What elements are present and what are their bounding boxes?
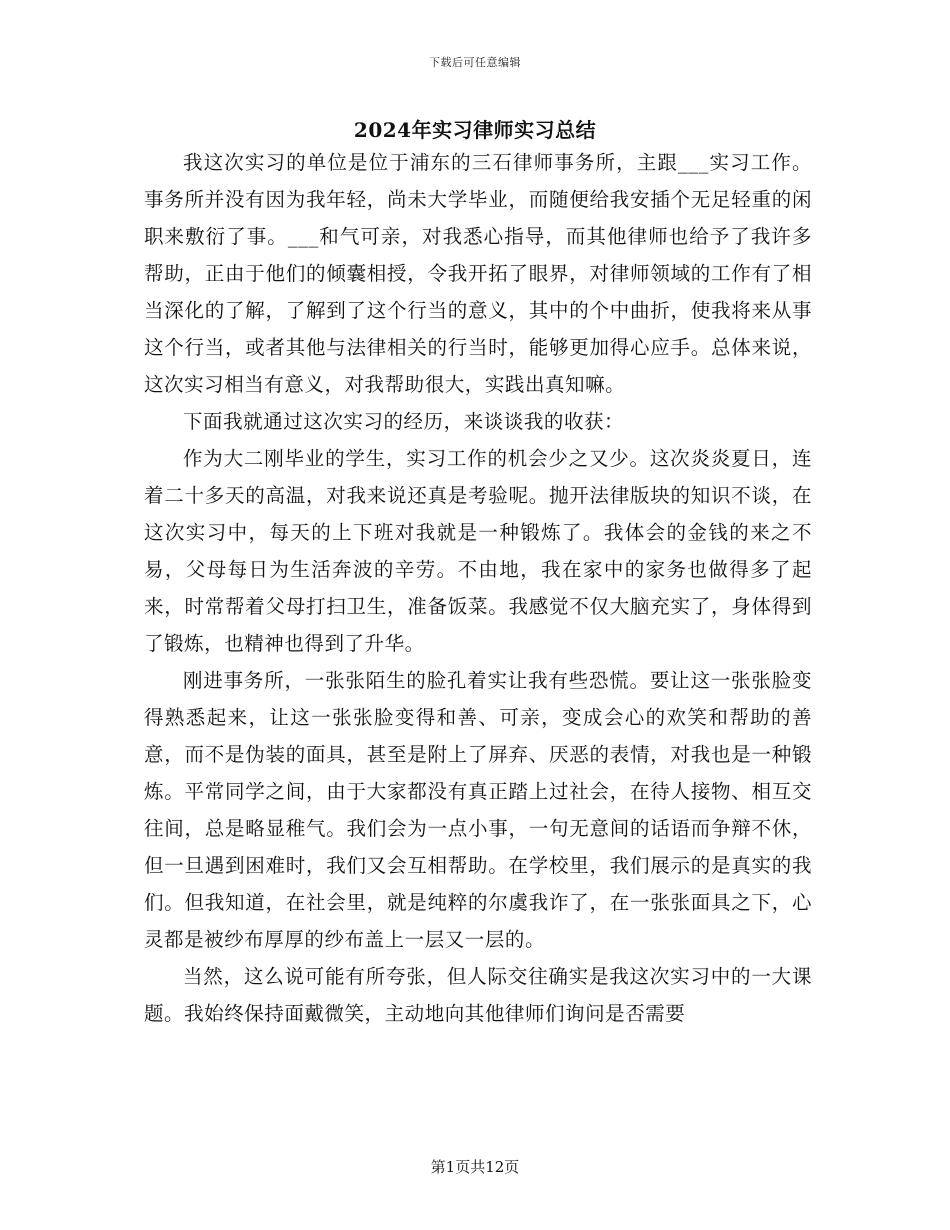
- page-footer: 第1页共12页: [430, 1158, 520, 1176]
- paragraph-5: 当然，这么说可能有所夸张，但人际交往确实是我这次实习中的一大课题。我始终保持面戴微笑，主动地向其他律师们询问是否需要: [144, 965, 812, 1025]
- document-title: 2024年实习律师实习总结: [353, 118, 597, 142]
- paragraph-1: 我这次实习的单位是位于浦东的三石律师事务所，主跟___实习工作。事务所并没有因为我年轻，尚未大学毕业，而随便给我安插个无足轻重的闲职来敷衍了事。___和气可亲，对我悉心指导，而其他律师也给予了我许多帮助，正由于他们的倾囊相授，令我开拓了眼界，对律师领域的工作有了相当深化的了解，了解到了这个行当的意义，其中的个中曲折，使我将来从事这个行当，或者其他与法律相关的行当时，能够更加得心应手。总体来说，这次实习相当有意义，对我帮助很大，实践出真知嘛。: [144, 151, 812, 396]
- header-note: 下载后可任意编辑: [429, 56, 521, 69]
- document-body: [144, 144, 812, 1032]
- paragraph-3: 作为大二刚毕业的学生，实习工作的机会少之又少。这次炎炎夏日，连着二十多天的高温，对我来说还真是考验呢。抛开法律版块的知识不谈，在这次实习中，每天的上下班对我就是一种锻炼了。我体会的金钱的来之不易，父母每日为生活奔波的辛劳。不由地，我在家中的家务也做得多了起来，时常帮着父母打扫卫生，准备饭菜。我感觉不仅大脑充实了，身体得到了锻炼，也精神也得到了升华。: [144, 447, 812, 655]
- paragraph-2: 下面我就通过这次实习的经历，来谈谈我的收获：: [183, 410, 625, 433]
- paragraph-4: 刚进事务所，一张张陌生的脸孔着实让我有些恐慌。要让这一张张脸变得熟悉起来，让这一张张脸变得和善、可亲，变成会心的欢笑和帮助的善意，而不是伪装的面具，甚至是附上了屏弃、厌恶的表情，对我也是一种锻炼。平常同学之间，由于大家都没有真正踏上过社会，在待人接物、相互交往间，总是略显稚气。我们会为一点小事，一句无意间的话语而争辩不休，但一旦遇到困难时，我们又会互相帮助。在学校里，我们展示的是真实的我们。但我知道，在社会里，就是纯粹的尔虞我诈了，在一张张面具之下，心灵都是被纱布厚厚的纱布盖上一层又一层的。: [144, 669, 812, 951]
